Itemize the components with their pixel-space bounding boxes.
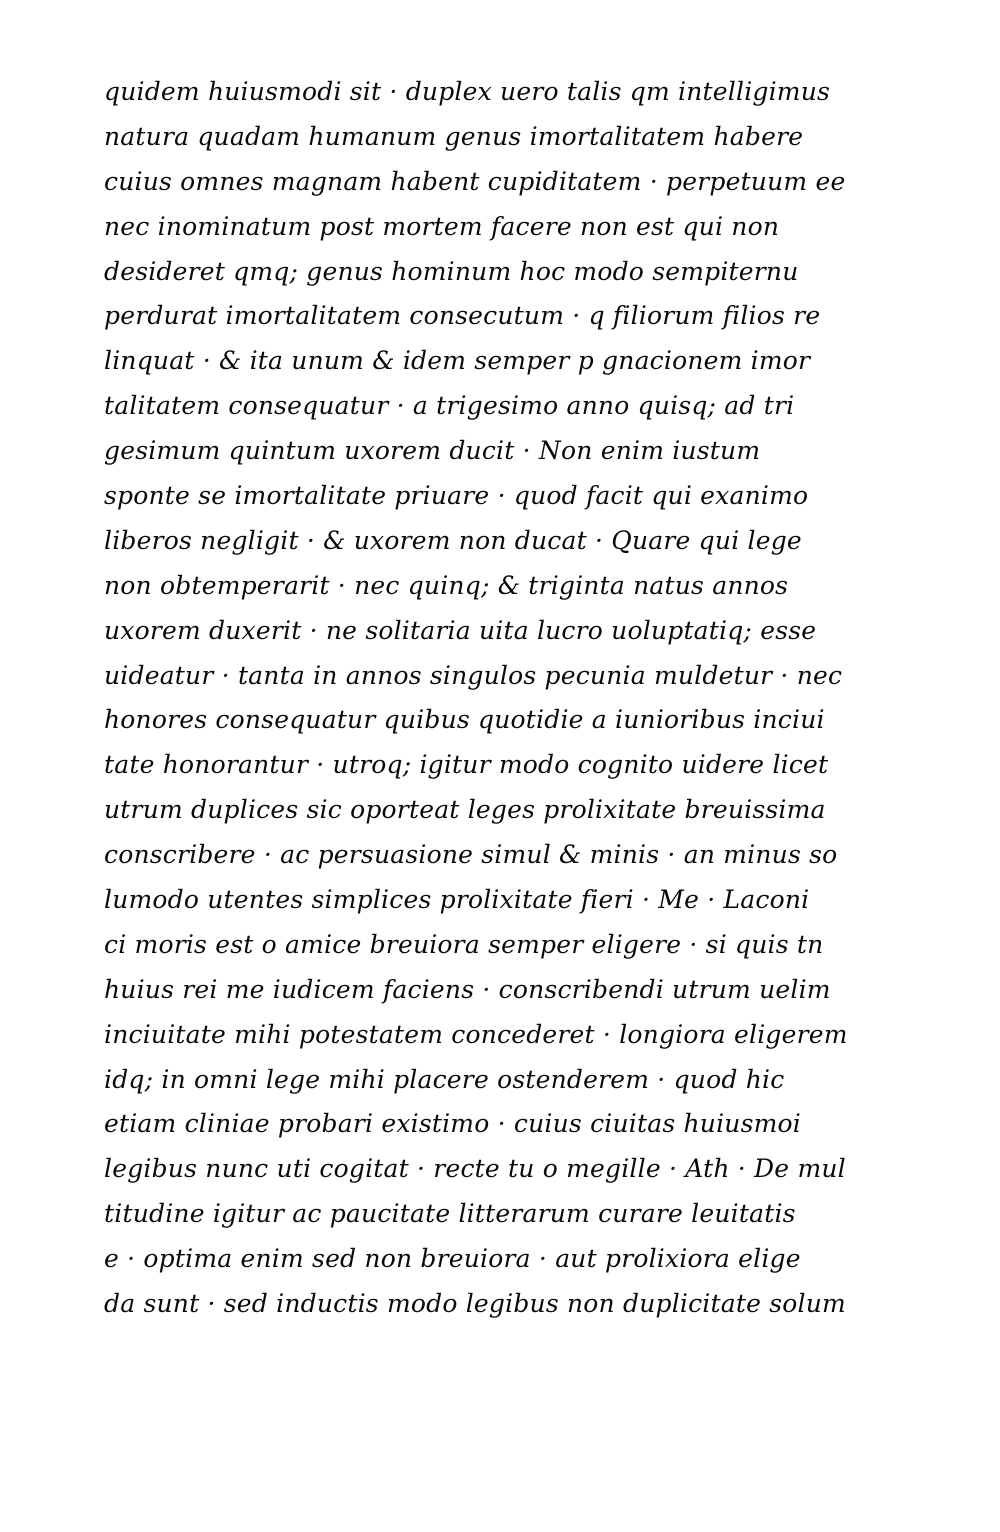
text-line: perdurat imortalitatem consecutum · q filiorum filios re [104, 301, 821, 331]
text-line: e · optima enim sed non breuiora · aut prolixiora elige [104, 1244, 801, 1274]
text-line: uxorem duxerit · ne solitaria uita lucro uoluptatiq; esse [104, 615, 817, 645]
manuscript-text [104, 70, 944, 1327]
text-line: natura quadam humanum genus imortalitatem habere [104, 121, 804, 151]
text-line: tate honorantur · utroq; igitur modo cognito uidere licet [104, 750, 829, 780]
text-line: etiam cliniae probari existimo · cuius ciuitas huiusmoi [104, 1109, 801, 1139]
text-line: sponte se imortalitate priuare · quod facit qui exanimo [104, 481, 809, 511]
text-line: quidem huiusmodi sit · duplex uero talis qm intelligimus [104, 77, 831, 106]
text-line: ci moris est o amice breuiora semper eligere · si quis tn [104, 929, 824, 959]
text-line: linquat · & ita unum & idem semper p gnacionem imor [104, 346, 811, 376]
text-line: gesimum quintum uxorem ducit · Non enim iustum [104, 436, 761, 466]
text-line: talitatem consequatur · a trigesimo anno quisq; ad tri [104, 391, 795, 421]
text-line: inciuitate mihi potestatem concederet · longiora eligerem [104, 1019, 848, 1049]
text-line: desideret qmq; genus hominum hoc modo sempiternu [104, 256, 799, 286]
text-line: non obtemperarit · nec quinq; & triginta natus annos [104, 570, 789, 600]
text-line: uideatur · tanta in annos singulos pecunia muldetur · nec [104, 660, 843, 690]
text-line: legibus nunc uti cogitat · recte tu o megille · Ath · De mul [104, 1154, 846, 1184]
text-line: da sunt · sed inductis modo legibus non duplicitate solum [104, 1289, 846, 1319]
text-line: titudine igitur ac paucitate litterarum curare leuitatis [104, 1199, 796, 1229]
text-line: nec inominatum post mortem facere non est qui non [104, 211, 780, 241]
text-line: idq; in omni lege mihi placere ostenderem · quod hic [104, 1064, 785, 1094]
text-line: huius rei me iudicem faciens · conscribendi utrum uelim [104, 974, 831, 1004]
text-line: cuius omnes magnam habent cupiditatem · perpetuum ee [104, 166, 846, 196]
text-line: conscribere · ac persuasione simul & minis · an minus so [104, 840, 838, 870]
text-line: utrum duplices sic oporteat leges prolixitate breuissima [104, 795, 826, 825]
text-line: liberos negligit · & uxorem non ducat · Quare qui lege [104, 525, 802, 555]
text-line: honores consequatur quibus quotidie a iunioribus inciui [104, 705, 825, 735]
text-line: lumodo utentes simplices prolixitate fieri · Me · Laconi [104, 885, 810, 915]
